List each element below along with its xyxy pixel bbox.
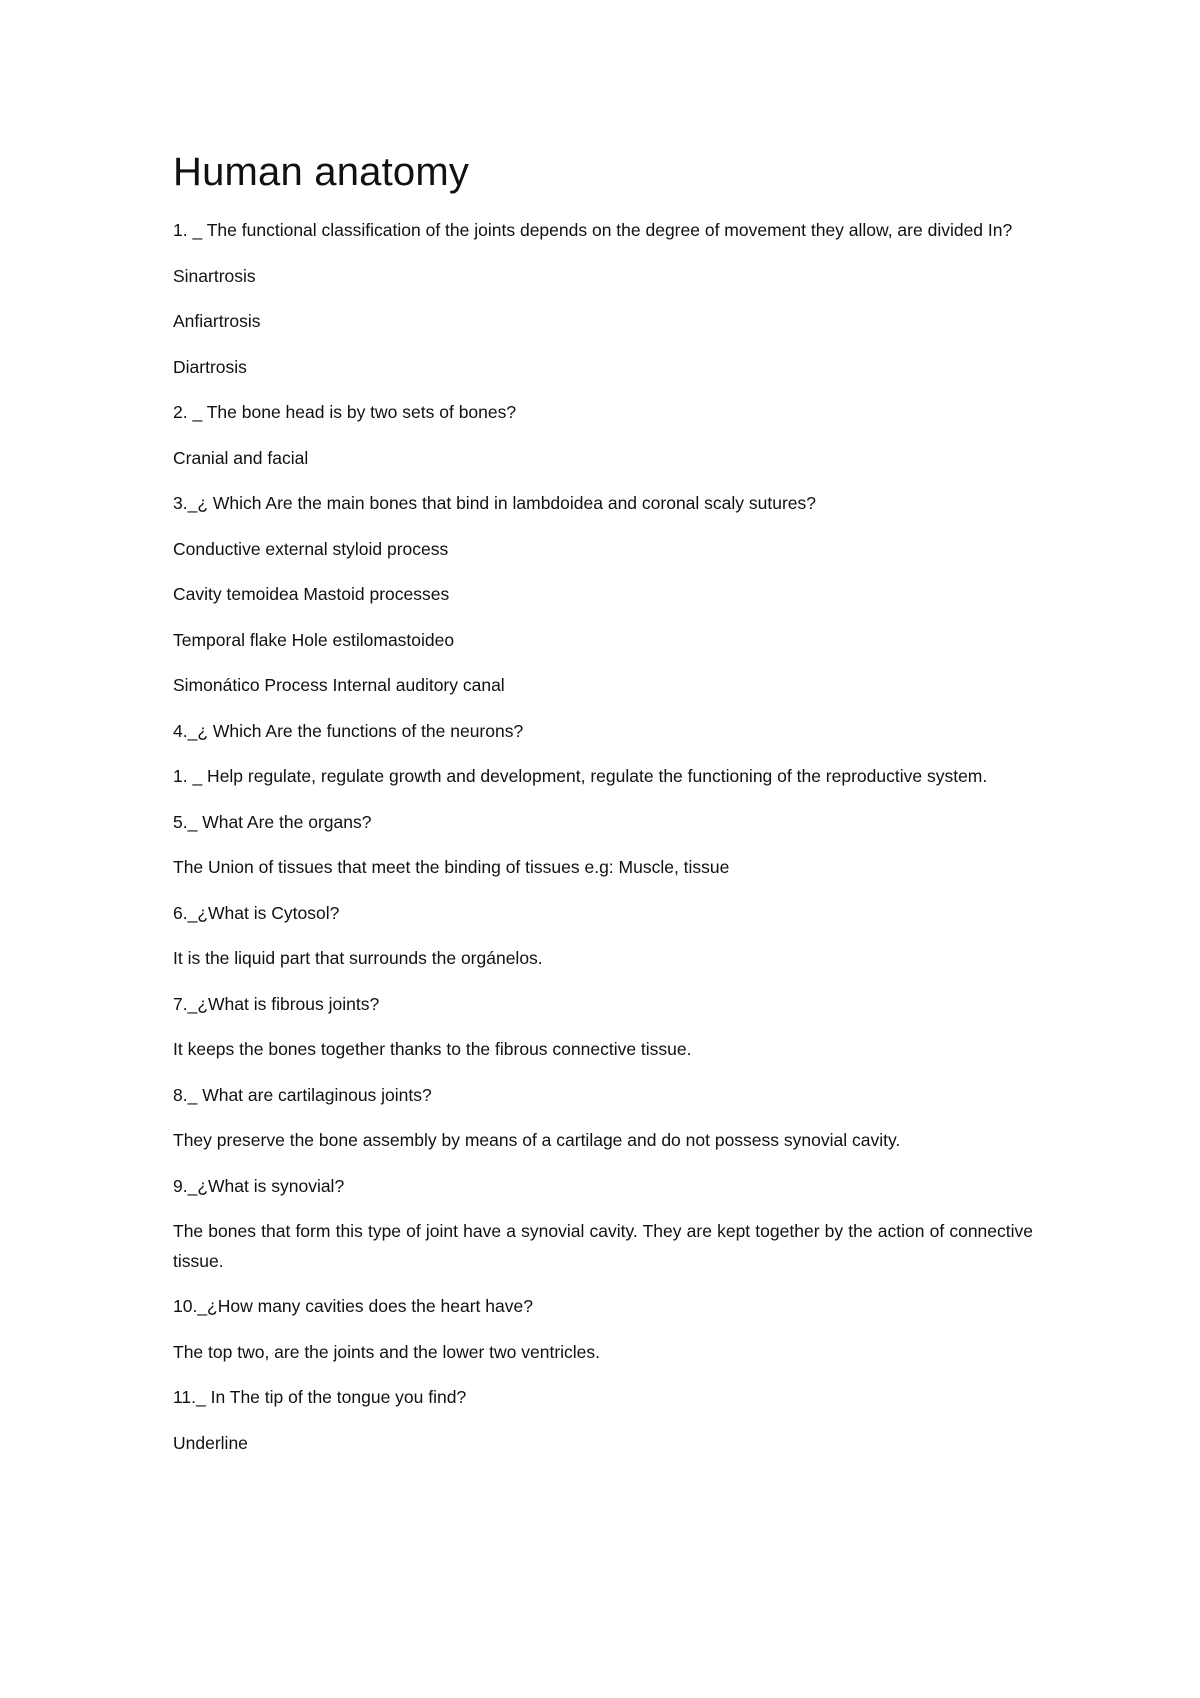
answer-3b: Cavity temoidea Mastoid processes <box>173 584 450 604</box>
answer-1a: Sinartrosis <box>173 265 256 286</box>
question-3: 3._¿ Which Are the main bones that bind in lambdoidea and coronal scaly sutures? <box>173 493 817 513</box>
answer-3c: Temporal flake Hole estilomastoideo <box>173 629 455 650</box>
question-1: 1. _ The functional classification of the joints depends on the degree of movement they allow, are divided In? <box>173 220 1013 240</box>
answer-5: The Union of tissues that meet the binding of tissues e.g: Muscle, tissue <box>173 857 730 877</box>
answer-3d: Simonático Process Internal auditory canal <box>173 675 505 695</box>
question-2: 2. _ The bone head is by two sets of bones? <box>173 402 517 422</box>
answer-11: Underline <box>173 1432 248 1453</box>
answer-6: It is the liquid part that surrounds the orgánelos. <box>173 948 543 968</box>
question-11: 11._ In The tip of the tongue you find? <box>173 1387 467 1407</box>
answer-8: They preserve the bone assembly by means of a cartilage and do not possess synovial cavity. <box>173 1130 901 1150</box>
question-10: 10._¿How many cavities does the heart have? <box>173 1296 533 1316</box>
answer-1c: Diartrosis <box>173 356 247 377</box>
question-4: 4._¿ Which Are the functions of the neurons? <box>173 720 524 741</box>
question-9: 9._¿What is synovial? <box>173 1175 345 1196</box>
document-title: Human anatomy <box>173 150 470 194</box>
answer-10: The top two, are the joints and the lower two ventricles. <box>173 1341 601 1362</box>
question-7: 7._¿What is fibrous joints? <box>173 993 380 1014</box>
answer-3a: Conductive external styloid process <box>173 538 449 559</box>
question-5: 5._ What Are the organs? <box>173 811 372 832</box>
answer-1b: Anfiartrosis <box>173 311 261 331</box>
document-body <box>173 150 1033 1474</box>
answer-7: It keeps the bones together thanks to the fibrous connective tissue. <box>173 1039 692 1059</box>
answer-4: 1. _ Help regulate, regulate growth and development, regulate the functioning of the reproductive system. <box>173 766 988 786</box>
answer-9: The bones that form this type of joint have a synovial cavity. They are kept together by the action of connective tissue. <box>173 1221 1033 1271</box>
question-6: 6._¿What is Cytosol? <box>173 902 340 923</box>
question-8: 8._ What are cartilaginous joints? <box>173 1084 432 1105</box>
answer-2: Cranial and facial <box>173 447 309 468</box>
